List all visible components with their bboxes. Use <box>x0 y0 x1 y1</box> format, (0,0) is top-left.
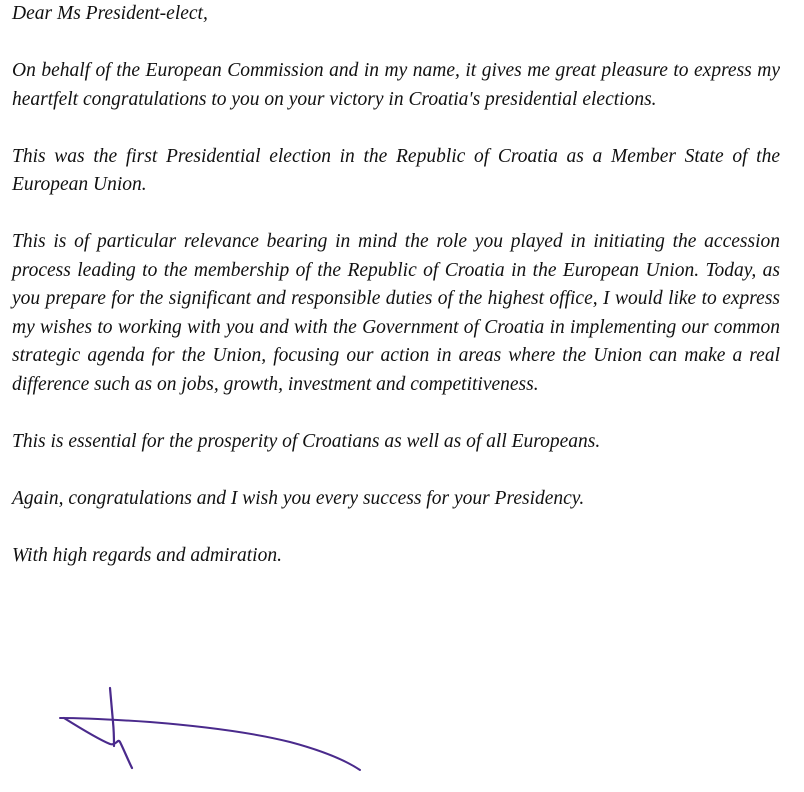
signature-stroke-horizontal <box>60 718 360 770</box>
signature-stroke-vertical <box>110 688 114 746</box>
paragraph-prosperity: This is essential for the prosperity of Croatians as well as of all Europeans. <box>12 430 601 452</box>
paragraph-congratulations: On behalf of the European Commission and in my name, it gives me great pleasure to express my heartfelt congratulations to you on your victory in Croatia's presidential elections. <box>12 60 780 110</box>
salutation: Dear Ms President-elect, <box>12 3 208 24</box>
paragraph-first-election: This was the first Presidential election in the Republic of Croatia as a Member State of the European Union. <box>12 145 780 195</box>
paragraph-relevance: This is of particular relevance bearing in mind the role you played in initiating the accession process leading to the membership of the Republic of Croatia in the European Union. Today, as you prepare for the significant and responsible duties of the highest office, I would like to express my wishes to working with you and with the Government of Croatia in implementing our common strategic agenda for the Union, focusing our action in areas where the Union can make a real difference such as on jobs, growth, investment and competitiveness. <box>12 231 780 395</box>
closing-line: With high regards and admiration. <box>12 544 282 566</box>
signature-stroke-diagonal <box>64 718 132 768</box>
letter-body <box>12 0 780 599</box>
handwritten-signature <box>50 680 380 780</box>
paragraph-success: Again, congratulations and I wish you every success for your Presidency. <box>12 487 585 509</box>
